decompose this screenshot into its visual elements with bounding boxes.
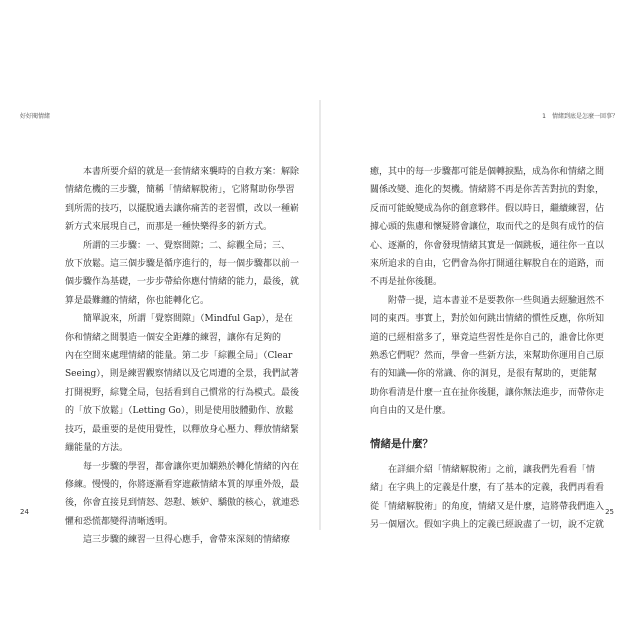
running-header-left: 好好閱情緒 [20,113,51,120]
text-line: 向自由的又是什麼。 [370,406,452,417]
text-line: 新方式來展現自己，而那是一種快樂得多的新方式。 [65,222,273,233]
right-page-text [370,163,605,534]
text-line: 從「情緒解脫術」的角度，情緒又是什麼，這將帶我們進入 [370,501,605,512]
text-line: 打開視野，綜覽全局，包括看到自己慣常的行為模式。最後 [65,387,300,398]
text-line: 後，你會直接見到情怒、怨懟、嫉妒、驕傲的核心，就連恐 [65,498,300,509]
text-line: 熟悉它們呢？然而，學會一些新方法，來幫助你運用自己原 [370,351,605,362]
running-header-right: 1 情緒到底是怎麼一回事？ [542,113,618,120]
text-line: 這三步驟的練習一旦得心應手，會帶來深刻的情緒療 [83,535,291,546]
text-line: 本書所要介紹的就是一套情緒來襲時的自救方案：解除 [83,167,300,177]
text-line: 修練。慢慢的，你將逐漸看穿遮蔽情緒本質的厚重外殼，最 [65,479,300,490]
text-line: 技巧，最重要的是使用覺性，以釋放身心壓力、釋放情緒緊 [65,424,300,435]
text-line: 助你看清是什麼一直在扯你後腿，讓你無法進步，而帶你走 [370,387,605,398]
right-page-section-body [370,461,605,535]
text-line: 放下放鬆。這三個步驟是循序進行的，每一個步驟都以前一 [65,259,300,270]
text-line: 反而可能蛻變成為你的創意夥伴。假以時日，繼續練習，佔 [370,203,605,214]
text-line: 算是最難纏的情緒，你也能轉化它。 [65,295,210,306]
text-line: 每一步驟的學習，都會讓你更加嫻熟於轉化情緒的內在 [83,461,300,472]
text-line: 繃能量的方法。 [65,443,129,454]
text-line: 你和情緒之間製造一個安全距離的練習，讓你有足夠的 [65,332,282,343]
page-number-right: 25 [605,508,614,516]
text-line: 據心頭的焦慮和懷疑將會讓位，取而代之的是與有成竹的信 [370,222,605,233]
text-line: 簡單說來，所謂「覺察間隙」（Mindful Gap），是在 [83,314,293,325]
text-line: 不再是扯你後腿。 [370,277,443,288]
text-line: 心、逐漸的，你會發現情緒其實是一個跳板，通往你一直以 [370,240,605,251]
text-line: 在詳細介紹「情緒解脫術」之前，讓我們先看看「情 [388,464,596,475]
section-heading: 情緒是什麼？ [370,437,433,450]
left-page-text [65,163,300,550]
text-line: Seeing），則是練習觀察情緒以及它周遭的全景，我們試著 [65,369,299,380]
text-line: 情緒危機的三步驟，簡稱「情緒解脫術」，它將幫助你學習 [65,185,295,196]
book-gutter [319,100,321,530]
text-line: 個步驟作為基礎，一步步帶給你應付情緒的能力，最後，就 [65,277,300,288]
text-line: 緒」在字典上的定義是什麼，有了基本的定義，我們再看看 [370,483,605,494]
text-line: 到所需的技巧，以擺脫過去讓你痛苦的老習慣，改以一種嶄 [65,203,300,214]
text-line: 所謂的三步驟：一、覺察間隙；二、綜觀全局；三、 [83,240,291,251]
right-page-paragraphs [370,163,605,421]
text-line: 附帶一提，這本書並不是要教你一些與過去經驗迥然不 [388,295,605,306]
text-line: 道的已經相當多了，畢竟這些習性是你自己的，誰會比你更 [370,332,605,343]
text-line: 關係改變、進化的契機。情緒將不再是你苦苦對抗的對象， [370,185,605,196]
text-line: 懼和恐慌都變得清晰透明。 [65,516,174,527]
text-line: 內在空間來處理情緒的能量。第二步「綜觀全局」（Clear [65,351,293,362]
text-line: 另一個層次。假如字典上的定義已經說盡了一切，說不定就 [370,519,605,530]
text-line: 來所追求的自由，它們會為你打開通往解脫自在的道路，而 [370,259,605,270]
text-line: 同的東西。事實上，對於如何跳出情緒的慣性反應，你所知 [370,314,605,325]
page-number-left: 24 [20,508,29,516]
text-line: 有的知識──你的常識、你的洞見，是很有幫助的，更能幫 [370,369,597,380]
text-line: 的「放下放鬆」（Letting Go），則是使用肢體動作、放鬆 [65,406,294,417]
text-line: 癒，其中的每一步驟都可能是個轉捩點，成為你和情緒之間 [370,167,605,177]
